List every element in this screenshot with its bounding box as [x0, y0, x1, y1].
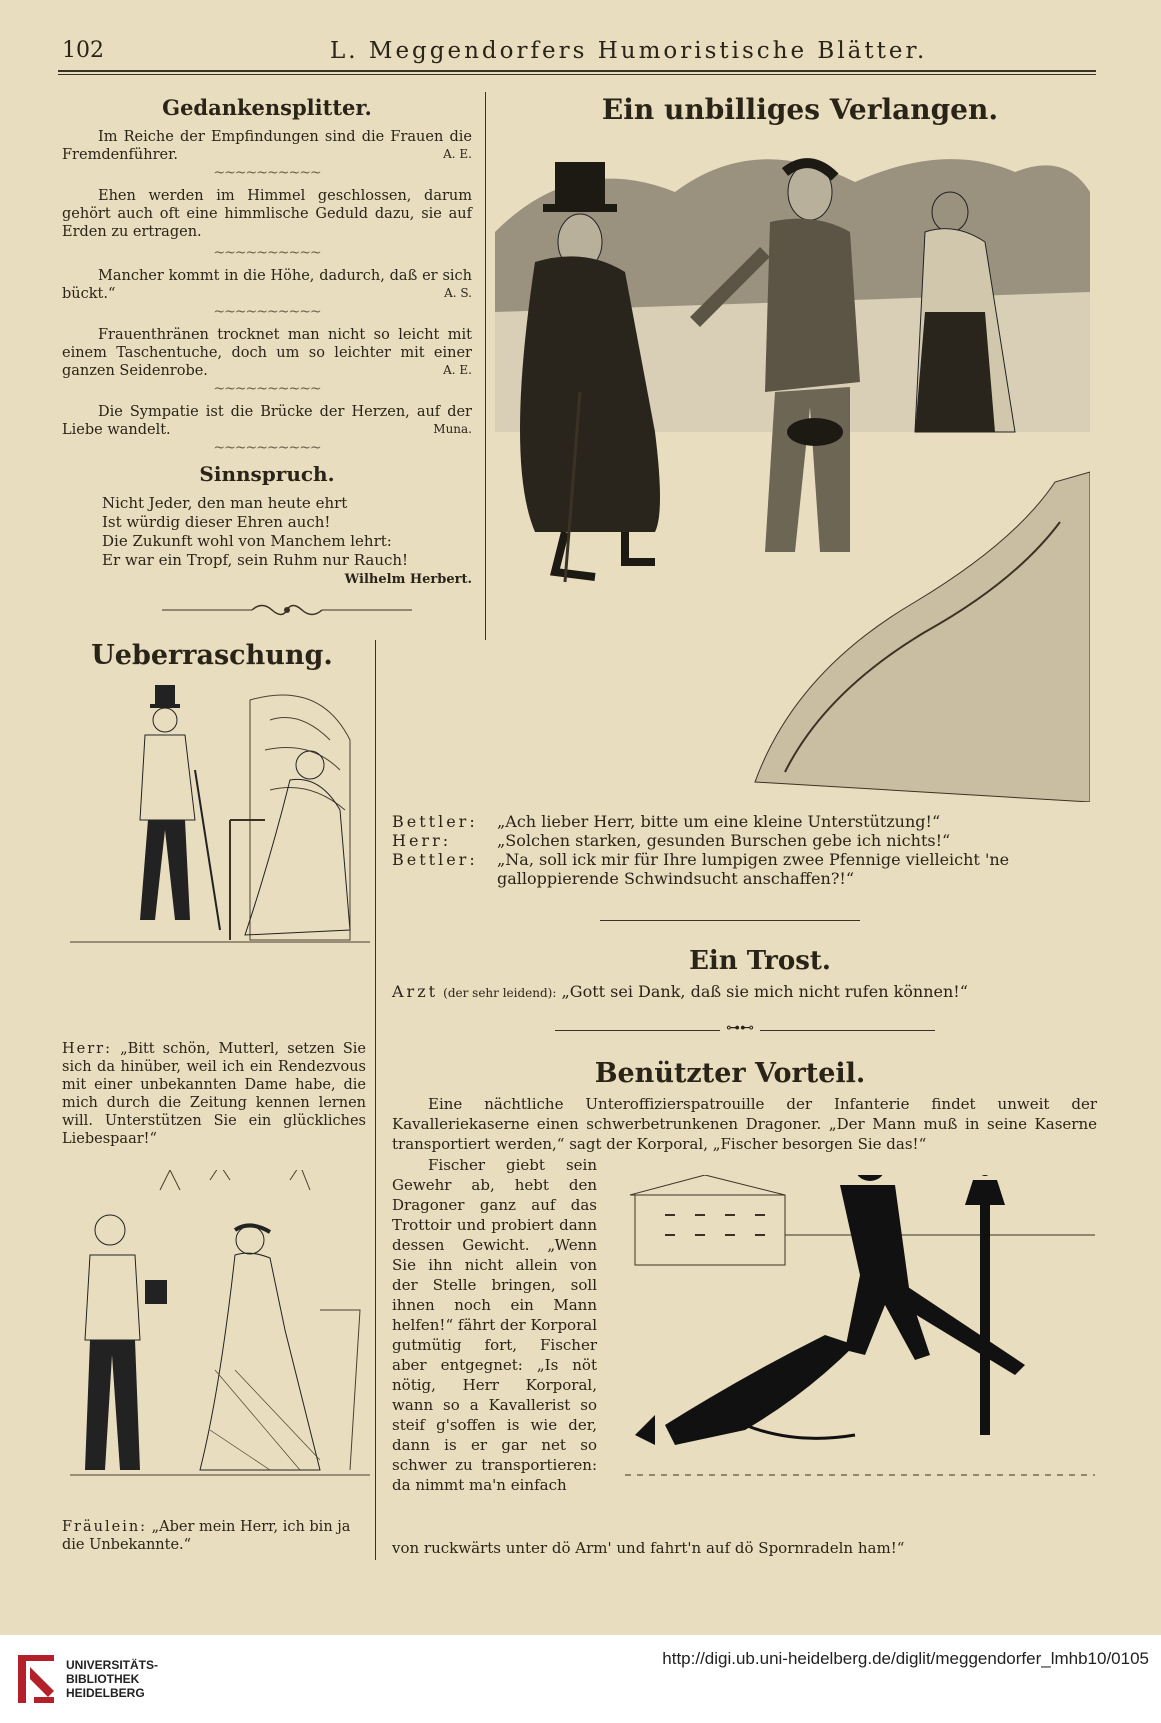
header-rule-thin: [58, 74, 1096, 75]
dialogue-line: [392, 850, 1097, 888]
sinnspruch-title: Sinnspruch.: [199, 462, 335, 486]
vorteil-paragraph-1: Eine nächtliche Unteroffizierspatrouille der Infanterie findet unweit der Kavalleriekaserne einen schwerbetrunkenen Dragoner. „Der Mann muß in seine Kaserne transportiert werden,“ sagt der Korporal, „Fischer besorgen Sie das!“: [392, 1095, 1097, 1153]
caption-text: „Aber mein Herr, ich bin ja die Unbekannte.“: [62, 1519, 351, 1553]
poem-line: Nicht Jeder, den man heute ehrt: [102, 494, 348, 512]
caption-fraeulein: [62, 1518, 366, 1554]
vorteil-paragraph-2: Fischer giebt sein Gewehr ab, hebt den Dragoner ganz auf das Trottoir und probiert dann dessen Gewicht. „Wenn Sie ihn nicht allein von der Stelle bringen, soll ihnen noch ein Mann helfen!“ fährt der Korporal gutmütig fort, Fischer aber entgegnet: „Is nöt nötig, Herr Korporal, wann so a Kavallerist so steif g'soffen is wie der, dann is er gar net so schwer zu transportieren: da nimmt ma'n einfach: [392, 1156, 597, 1494]
ornament-icon: [162, 601, 412, 619]
squiggle-divider: ~~~~~~~~~~: [213, 245, 321, 261]
vorteil-paragraph-3: von ruckwärts unter dö Arm' und fahrt'n auf dö Spornradeln ham!“: [392, 1539, 905, 1557]
poem-line: Die Zukunft wohl von Manchem lehrt:: [102, 532, 392, 550]
squiggle-divider: ~~~~~~~~~~: [213, 381, 321, 397]
illustration-gentleman-and-old-woman: [70, 680, 370, 1030]
page-number: 102: [62, 38, 104, 63]
aphorism-4: Frauenthränen trocknet man nicht so leicht mit einem Taschentuche, doch um so leichter mit einer ganzen Seidenrobe.: [62, 327, 472, 379]
aphorism-3: Mancher kommt in die Höhe, dadurch, daß er sich bückt.“: [62, 268, 472, 302]
left-column: [62, 95, 472, 623]
vorteil-title: Benützter Vorteil.: [594, 1058, 866, 1089]
dialogue-speaker: Herr:: [392, 831, 452, 850]
verlangen-title: Ein unbilliges Verlangen.: [601, 93, 999, 126]
trost-speaker: Arzt: [392, 982, 439, 1001]
trost-title: Ein Trost.: [689, 946, 831, 976]
column-rule: [485, 92, 486, 640]
verlangen-dialogue: [392, 812, 1097, 888]
caption-text: „Bitt schön, Mutterl, setzen Sie sich da hinüber, weil ich ein Rendezvous mit einer unbekannten Dame habe, die mich durch die Zeitung kennen lernen will. Unterstützen Sie ein glückliches Liebespaar!“: [62, 1041, 367, 1147]
caption-speaker: Fräulein:: [62, 1519, 148, 1535]
illustration-gentleman-and-lady: [70, 1170, 370, 1515]
aphorism-4-signature: A. E.: [443, 363, 472, 377]
dialogue-speaker: Bettler:: [392, 812, 478, 831]
journal-title: L. Meggendorfers Humoristische Blätter.: [330, 38, 928, 64]
digitization-footer: [0, 1635, 1161, 1723]
trost-text: [392, 982, 1097, 1001]
squiggle-divider: ~~~~~~~~~~: [213, 440, 321, 456]
aphorism-1-signature: A. E.: [443, 147, 472, 161]
source-url-link[interactable]: http://digi.ub.uni-heidelberg.de/diglit/meggendorfer_lmhb10/0105: [662, 1649, 1149, 1668]
aphorism-5-signature: Muna.: [433, 422, 472, 436]
caption-speaker: Herr:: [62, 1041, 112, 1057]
library-name: UNIVERSITÄTS- BIBLIOTHEK HEIDELBERG: [66, 1658, 159, 1700]
trost-note: (der sehr leidend):: [443, 986, 557, 1000]
ueberraschung-title: Ueberraschung.: [91, 640, 333, 671]
poem-line: Er war ein Tropf, sein Ruhm nur Rauch!: [102, 551, 409, 569]
poem-line: Ist würdig dieser Ehren auch!: [102, 513, 331, 531]
dialogue-line: [392, 831, 1097, 850]
small-ornament-icon: ⊶⊷: [720, 1020, 760, 1036]
header-rule: [58, 70, 1096, 72]
gedanken-title: Gedankensplitter.: [162, 95, 372, 120]
illustration-silhouette-soldiers: [625, 1175, 1095, 1525]
poem-author: Wilhelm Herbert.: [344, 572, 472, 587]
university-library-logo-icon: [14, 1651, 58, 1707]
aphorism-3-signature: A. S.: [444, 286, 472, 300]
squiggle-divider: ~~~~~~~~~~: [213, 304, 321, 320]
dialogue-text: „Na, soll ick mir für Ihre lumpigen zwee Pfennige vielleicht 'ne galloppierende Schwindsucht anschaffen?!“: [497, 850, 1010, 888]
dialogue-speaker: Bettler:: [392, 850, 478, 869]
aphorism-1: Im Reiche der Empfindungen sind die Frauen die Fremdenführer.: [62, 129, 472, 163]
dialogue-text: „Solchen starken, gesunden Burschen gebe ich nichts!“: [497, 831, 951, 850]
dialogue-text: „Ach lieber Herr, bitte um eine kleine Unterstützung!“: [497, 812, 941, 831]
sinnspruch-poem: [102, 494, 472, 570]
illustration-beggar-and-gentleman: [495, 132, 1090, 802]
dialogue-line: [392, 812, 1097, 831]
ornament-divider: [102, 601, 472, 623]
aphorism-2: Ehen werden im Himmel geschlossen, darum gehört auch oft eine himmlische Geduld dazu, sie auf Erden zu ertragen.: [62, 188, 472, 240]
column-rule: [375, 640, 376, 1560]
aphorism-5: Die Sympatie ist die Brücke der Herzen, auf der Liebe wandelt.: [62, 404, 472, 438]
caption-herr: [62, 1040, 366, 1148]
trost-quote: „Gott sei Dank, daß sie mich nicht rufen können!“: [561, 982, 968, 1001]
section-rule: [600, 920, 860, 921]
squiggle-divider: ~~~~~~~~~~: [213, 165, 321, 181]
